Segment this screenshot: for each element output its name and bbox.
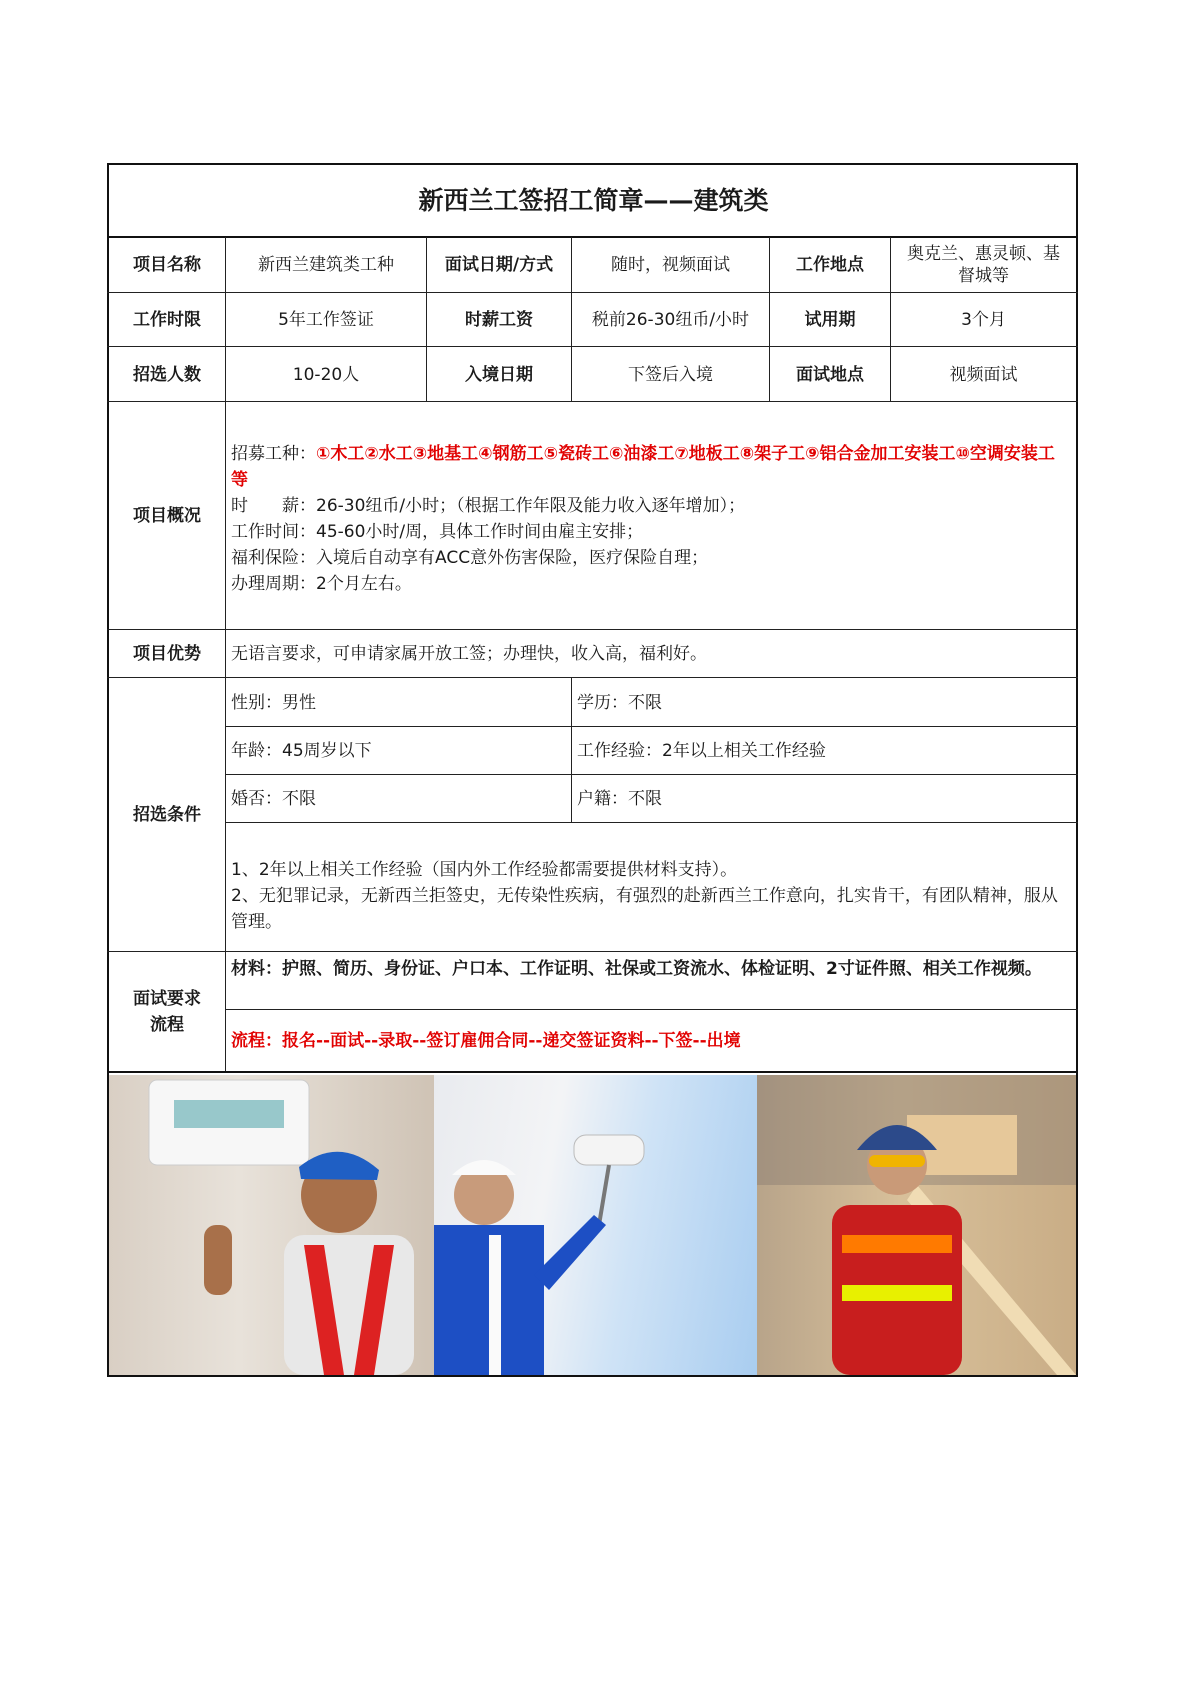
interview-flow: 流程：报名--面试--录取--签订雇佣合同--递交签证资料--下签--出境 xyxy=(231,1030,741,1051)
advantages-text: 无语言要求，可申请家属开放工签；办理快，收入高，福利好。 xyxy=(231,644,707,664)
overview-line-wage: 时 薪：26-30纽币/小时；（根据工作年限及能力收入逐年增加）； xyxy=(231,496,746,516)
value-headcount: 10-20人 xyxy=(292,364,360,385)
condition-gender: 性别：男性 xyxy=(231,692,316,713)
photo-carpenter xyxy=(757,1075,1076,1375)
ac-installer-illustration xyxy=(109,1075,434,1375)
divider xyxy=(107,1071,1078,1073)
label-overview: 项目概况 xyxy=(133,506,201,526)
page-title: 新西兰工签招工简章——建筑类 xyxy=(418,186,769,215)
condition-marital: 婚否：不限 xyxy=(231,789,316,809)
painter-illustration xyxy=(434,1075,757,1375)
label-hourly-wage: 时薪工资 xyxy=(465,310,533,330)
recruit-types: ①木工②水工③地基工④钢筋工⑤瓷砖工⑥油漆工⑦地板工⑧架子工⑨铝合金加工安装工⑩空调安装工等 xyxy=(231,444,1055,490)
value-work-location: 奥克兰、惠灵顿、基督城等 xyxy=(907,244,1060,286)
overview-line-hours: 工作时间：45-60小时/周，具体工作时间由雇主安排； xyxy=(231,522,644,542)
photo-ac-installer xyxy=(109,1075,434,1375)
label-work-term: 工作时限 xyxy=(133,310,201,330)
condition-notes xyxy=(226,857,1078,935)
carpenter-illustration xyxy=(757,1075,1076,1375)
interview-materials: 材料：护照、简历、身份证、户口本、工作证明、社保或工资流水、体检证明、2寸证件照、相关工作视频。 xyxy=(231,959,1042,979)
label-interview xyxy=(109,952,225,1071)
divider xyxy=(107,951,1078,952)
recruit-prefix: 招募工种： xyxy=(231,444,316,464)
overview-line-processing: 办理周期：2个月左右。 xyxy=(231,574,412,594)
label-probation: 试用期 xyxy=(804,310,856,330)
value-hourly-wage: 税前26-30纽币/小时 xyxy=(591,310,750,330)
value-entry-date: 下签后入境 xyxy=(628,364,713,385)
photo-wall-painter xyxy=(434,1075,757,1375)
condition-experience: 工作经验：2年以上相关工作经验 xyxy=(577,741,826,761)
value-work-term: 5年工作签证 xyxy=(278,310,374,330)
value-project-name: 新西兰建筑类工种 xyxy=(258,255,394,275)
overview-line-insurance: 福利保险：入境后自动享有ACC意外伤害保险，医疗保险自理； xyxy=(231,548,709,568)
condition-age: 年龄：45周岁以下 xyxy=(231,741,372,761)
label-headcount: 招选人数 xyxy=(133,364,201,385)
label-conditions: 招选条件 xyxy=(133,805,201,825)
value-interview-date: 随时，视频面试 xyxy=(611,255,730,275)
value-interview-location: 视频面试 xyxy=(949,364,1018,385)
label-interview-date: 面试日期/方式 xyxy=(444,255,554,275)
recruit-types-line xyxy=(231,441,1070,493)
label-interview-line2: 流程 xyxy=(150,1014,184,1035)
label-interview-line1: 面试要求 xyxy=(133,988,201,1009)
value-probation: 3个月 xyxy=(961,310,1006,330)
label-project-name: 项目名称 xyxy=(133,255,201,275)
label-work-location: 工作地点 xyxy=(796,255,864,275)
overview-content xyxy=(226,441,1078,597)
label-advantages: 项目优势 xyxy=(133,644,201,664)
label-entry-date: 入境日期 xyxy=(465,364,533,385)
condition-education: 学历：不限 xyxy=(577,692,662,713)
condition-hukou: 户籍：不限 xyxy=(577,789,662,809)
label-interview-location: 面试地点 xyxy=(796,364,864,385)
condition-note: 2、无犯罪记录，无新西兰拒签史，无传染性疾病，有强烈的赴新西兰工作意向，扎实肯干，有团队精神，服从管理。 xyxy=(231,886,1058,932)
condition-note: 1、2年以上相关工作经验（国内外工作经验都需要提供材料支持）。 xyxy=(231,860,738,880)
